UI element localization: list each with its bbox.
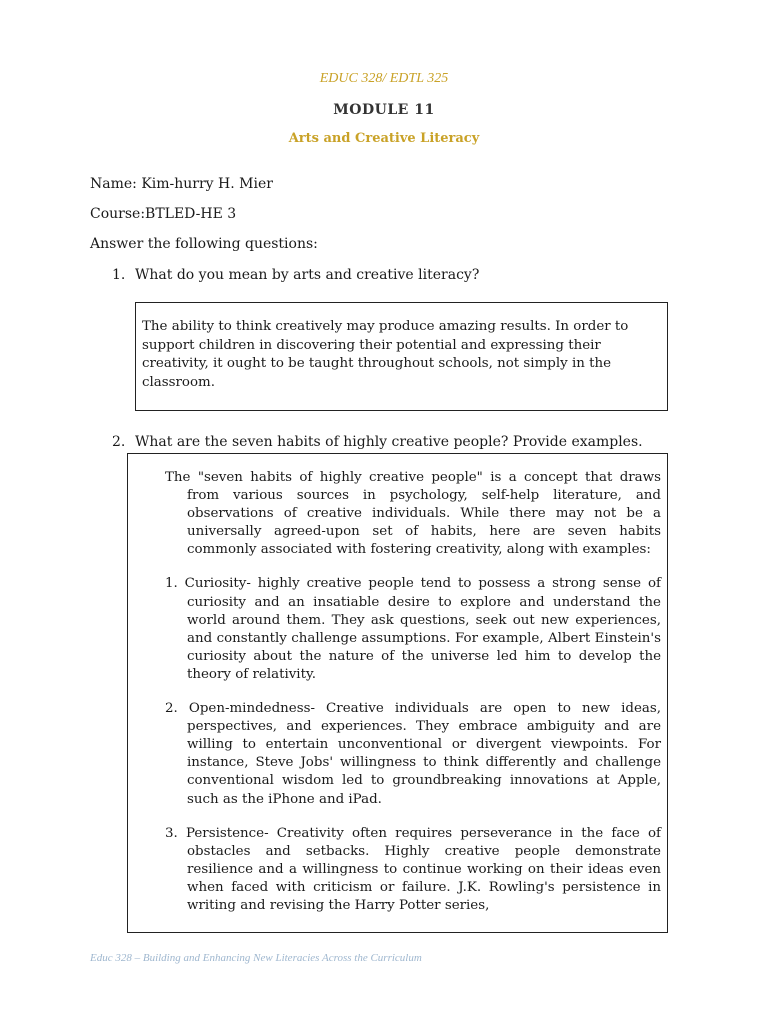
student-course: Course:BTLED-HE 3 (90, 206, 237, 222)
question-2-number: 2. (112, 434, 126, 450)
page-footer: Educ 328 – Building and Enhancing New Literacies Across the Curriculum (90, 952, 422, 964)
question-1 (112, 267, 479, 283)
student-name: Name: Kim-hurry H. Mier (90, 176, 273, 192)
answer-1-paragraph: The ability to think creatively may produce amazing results. In order to support children in discovering their potential and expressing their creativity, it ought to be taught throughout schools, not simply in the classroom. (142, 319, 629, 390)
question-2-text: What are the seven habits of highly creative people? Provide examples. (135, 434, 643, 450)
answer-2-habit-persistence: 3. Persistence- Creativity often requires perseverance in the face of obstacles and setbacks. Highly creative people demonstrate resilience and a willingness to continue working on their ideas even when faced with criticism or failure. J.K. Rowling's persistence in writing and revising the Harry Potter series, (165, 825, 661, 913)
question-2 (112, 434, 643, 450)
answer-1-box (135, 302, 668, 411)
answer-2-box (127, 453, 668, 933)
question-1-text: What do you mean by arts and creative literacy? (135, 267, 480, 283)
answer-2-habit-curiosity: 1. Curiosity- highly creative people tend to possess a strong sense of curiosity and an insatiable desire to explore and understand the world around them. They ask questions, seek out new experiences, and constantly challenge assumptions. For example, Albert Einstein's curiosity about the nature of the universe led him to develop the theory of relativity. (165, 576, 661, 682)
module-title: MODULE 11 (333, 102, 435, 118)
answer-2-intro: The "seven habits of highly creative people" is a concept that draws from various sources in psychology, self-help literature, and observations of creative individuals. While there may not be a universally agreed-upon set of habits, here are seven habits commonly associated with fostering creativity, along with examples: (165, 470, 661, 558)
question-1-number: 1. (112, 267, 126, 283)
course-code-heading: EDUC 328/ EDTL 325 (319, 71, 449, 86)
topic-title: Arts and Creative Literacy (288, 131, 480, 146)
answer-2-habit-open-mindedness: 2. Open-mindedness- Creative individuals are open to new ideas, perspectives, and experiences. They embrace ambiguity and are willing to entertain unconventional or divergent viewpoints. For instance, Steve Jobs' willingness to think differently and challenge conventional wisdom led to groundbreaking innovations at Apple, such as the iPhone and iPad. (165, 701, 661, 807)
instructions: Answer the following questions: (90, 236, 318, 252)
